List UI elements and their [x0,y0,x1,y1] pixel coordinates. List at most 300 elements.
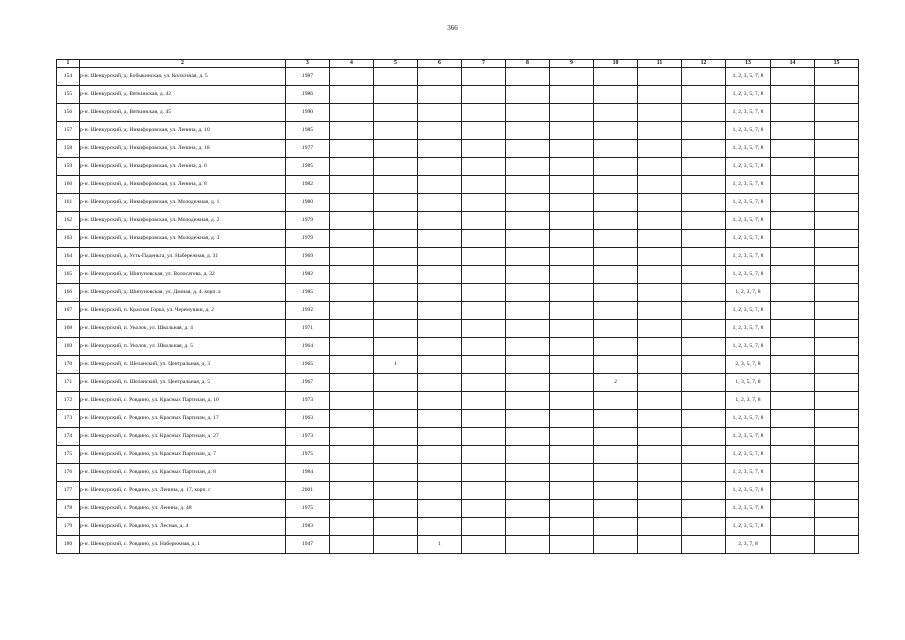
address-cell: р-н. Шенкурский, д. Усть-Паденьга, ул. Набережная, д. 31 [80,248,286,266]
address-cell: р-н. Шенкурский, с. Ровдино, ул. Набережная, д. 1 [80,536,286,554]
col-15-cell [815,86,859,104]
row-number: 154 [57,68,80,86]
address-cell: р-н. Шенкурский, с. Ровдино, ул. Ленина, д. 48 [80,500,286,518]
col-4-cell [330,338,374,356]
col-6-cell [418,320,462,338]
column-header-14: 14 [771,60,815,68]
table-row [57,500,859,518]
row-number: 158 [57,140,80,158]
year-cell: 1963 [286,410,330,428]
address-cell: р-н. Шенкурский, с. Ровдино, ул. Красных Партизан, д. 10 [80,392,286,410]
col-4-cell [330,302,374,320]
col-8-cell [506,86,550,104]
year-cell: 1983 [286,518,330,536]
col-11-cell [638,158,682,176]
col-10-cell [594,392,638,410]
row-number: 179 [57,518,80,536]
col-4-cell [330,86,374,104]
criteria-codes-cell: 1, 2, 3, 5, 7, 8 [726,140,771,158]
col-15-cell [815,104,859,122]
col-7-cell [462,464,506,482]
col-9-cell [550,320,594,338]
row-number: 164 [57,248,80,266]
col-7-cell [462,266,506,284]
table-row [57,356,859,374]
row-number: 169 [57,338,80,356]
row-number: 166 [57,284,80,302]
table-row [57,428,859,446]
col-8-cell [506,320,550,338]
col-14-cell [771,158,815,176]
col-4-cell [330,356,374,374]
table-row [57,104,859,122]
row-number: 173 [57,410,80,428]
col-14-cell [771,392,815,410]
col-5-cell [374,392,418,410]
col-7-cell [462,284,506,302]
col-12-cell [682,230,726,248]
col-5-cell [374,284,418,302]
col-14-cell [771,284,815,302]
col-11-cell [638,104,682,122]
table-row [57,158,859,176]
col-9-cell [550,302,594,320]
row-number: 163 [57,230,80,248]
col-6-cell [418,194,462,212]
col-9-cell [550,176,594,194]
col-4-cell [330,284,374,302]
col-4-cell [330,68,374,86]
criteria-codes-cell: 1, 2, 3, 5, 7, 8 [726,104,771,122]
col-12-cell [682,266,726,284]
col-11-cell [638,374,682,392]
col-15-cell [815,158,859,176]
col-14-cell [771,374,815,392]
column-header-9: 9 [550,60,594,68]
col-4-cell [330,392,374,410]
col-4-cell [330,230,374,248]
col-7-cell [462,536,506,554]
col-7-cell [462,446,506,464]
criteria-codes-cell: 1, 2, 3, 5, 7, 8 [726,482,771,500]
col-10-cell [594,518,638,536]
year-cell: 1975 [286,446,330,464]
year-cell: 1985 [286,122,330,140]
col-11-cell [638,536,682,554]
col-6-cell [418,230,462,248]
year-cell: 2001 [286,482,330,500]
address-cell: р-н. Шенкурский, д. Шипуновская, ул. Дачная, д. 4, корп. а [80,284,286,302]
col-15-cell [815,446,859,464]
address-cell: р-н. Шенкурский, д. Никифоровская, ул. Молодежная, д. 3 [80,230,286,248]
col-15-cell [815,428,859,446]
col-7-cell [462,158,506,176]
col-8-cell [506,194,550,212]
col-14-cell [771,536,815,554]
col-4-cell [330,410,374,428]
col-10-cell [594,320,638,338]
col-5-cell [374,68,418,86]
col-10-cell [594,248,638,266]
col-11-cell [638,518,682,536]
col-5-cell [374,446,418,464]
col-6-cell [418,374,462,392]
column-header-15: 15 [815,60,859,68]
col-10-cell [594,158,638,176]
col-10-cell: 2 [594,374,638,392]
col-14-cell [771,194,815,212]
col-14-cell [771,122,815,140]
criteria-codes-cell: 1, 2, 3, 5, 7, 8 [726,68,771,86]
row-number: 165 [57,266,80,284]
col-7-cell [462,212,506,230]
col-8-cell [506,410,550,428]
year-cell: 1947 [286,536,330,554]
col-7-cell [462,392,506,410]
col-10-cell [594,500,638,518]
col-5-cell [374,518,418,536]
col-8-cell [506,482,550,500]
col-14-cell [771,482,815,500]
year-cell: 1975 [286,500,330,518]
col-7-cell [462,140,506,158]
col-4-cell [330,266,374,284]
col-7-cell [462,374,506,392]
col-9-cell [550,104,594,122]
col-9-cell [550,500,594,518]
column-header-11: 11 [638,60,682,68]
col-14-cell [771,338,815,356]
criteria-codes-cell: 1, 2, 3, 5, 7, 8 [726,122,771,140]
table-row [57,212,859,230]
col-5-cell [374,194,418,212]
col-14-cell [771,176,815,194]
year-cell: 1979 [286,212,330,230]
col-6-cell [418,446,462,464]
address-cell: р-н. Шенкурский, с. Ровдино, ул. Лесная, д. 4 [80,518,286,536]
address-cell: р-н. Шенкурский, д. Вяткинская, д. 45 [80,104,286,122]
col-7-cell [462,356,506,374]
col-8-cell [506,338,550,356]
col-6-cell [418,500,462,518]
row-number: 176 [57,464,80,482]
criteria-codes-cell: 1, 2, 3, 5, 7, 8 [726,518,771,536]
col-12-cell [682,320,726,338]
col-5-cell [374,374,418,392]
col-15-cell [815,248,859,266]
col-5-cell [374,158,418,176]
col-12-cell [682,464,726,482]
col-11-cell [638,320,682,338]
col-11-cell [638,482,682,500]
col-14-cell [771,428,815,446]
column-header-10: 10 [594,60,638,68]
col-5-cell [374,500,418,518]
col-9-cell [550,158,594,176]
address-cell: р-н. Шенкурский, д. Вяткинская, д. 42 [80,86,286,104]
col-10-cell [594,68,638,86]
col-8-cell [506,122,550,140]
col-5-cell [374,464,418,482]
year-cell: 1985 [286,158,330,176]
col-10-cell [594,446,638,464]
address-cell: р-н. Шенкурский, д. Никифоровская, ул. Ленина, д. 6 [80,158,286,176]
year-cell: 1969 [286,248,330,266]
col-11-cell [638,248,682,266]
col-4-cell [330,464,374,482]
col-14-cell [771,356,815,374]
table-row [57,248,859,266]
table-row [57,320,859,338]
col-4-cell [330,374,374,392]
col-12-cell [682,104,726,122]
col-5-cell [374,266,418,284]
col-14-cell [771,518,815,536]
row-number: 172 [57,392,80,410]
col-4-cell [330,158,374,176]
col-8-cell [506,68,550,86]
col-5-cell [374,140,418,158]
col-12-cell [682,302,726,320]
col-6-cell [418,266,462,284]
col-14-cell [771,320,815,338]
col-12-cell [682,428,726,446]
col-15-cell [815,536,859,554]
table-row [57,140,859,158]
address-cell: р-н. Шенкурский, с. Ровдино, ул. Красных Партизан, д. 7 [80,446,286,464]
col-7-cell [462,176,506,194]
col-9-cell [550,86,594,104]
col-6-cell [418,86,462,104]
col-8-cell [506,176,550,194]
year-cell: 1971 [286,320,330,338]
col-4-cell [330,248,374,266]
col-8-cell [506,446,550,464]
header-row [57,60,859,68]
col-9-cell [550,338,594,356]
col-11-cell [638,500,682,518]
col-12-cell [682,86,726,104]
year-cell: 1973 [286,392,330,410]
col-5-cell [374,482,418,500]
table-row [57,464,859,482]
row-number: 160 [57,176,80,194]
col-6-cell [418,176,462,194]
col-11-cell [638,68,682,86]
col-6-cell [418,212,462,230]
col-12-cell [682,356,726,374]
col-6-cell [418,518,462,536]
col-12-cell [682,176,726,194]
col-9-cell [550,482,594,500]
col-9-cell [550,392,594,410]
col-9-cell [550,356,594,374]
col-15-cell [815,464,859,482]
col-12-cell [682,158,726,176]
col-11-cell [638,140,682,158]
col-6-cell [418,158,462,176]
year-cell: 1965 [286,356,330,374]
year-cell: 1987 [286,68,330,86]
col-4-cell [330,536,374,554]
col-7-cell [462,194,506,212]
col-6-cell [418,248,462,266]
col-15-cell [815,338,859,356]
col-14-cell [771,86,815,104]
col-15-cell [815,356,859,374]
col-14-cell [771,302,815,320]
address-cell: р-н. Шенкурский, с. Ровдино, ул. Красных Партизан, д. 8 [80,464,286,482]
criteria-codes-cell: 1, 2, 3, 7, 8 [726,392,771,410]
col-15-cell [815,266,859,284]
col-10-cell [594,194,638,212]
col-8-cell [506,266,550,284]
address-cell: р-н. Шенкурский, с. Ровдино, ул. Ленина, д. 17, корп. г [80,482,286,500]
column-header-13: 13 [726,60,771,68]
col-5-cell [374,176,418,194]
criteria-codes-cell: 1, 2, 3, 5, 7, 8 [726,212,771,230]
col-7-cell [462,302,506,320]
col-15-cell [815,230,859,248]
address-cell: р-н. Шенкурский, д. Шипуновская, ул. Волосатова, д. 32 [80,266,286,284]
address-cell: р-н. Шенкурский, д. Никифоровская, ул. Ленина, д. 8 [80,176,286,194]
col-14-cell [771,410,815,428]
col-9-cell [550,446,594,464]
column-header-6: 6 [418,60,462,68]
criteria-codes-cell: 2, 3, 5, 7, 8 [726,356,771,374]
col-8-cell [506,464,550,482]
col-14-cell [771,212,815,230]
col-9-cell [550,284,594,302]
col-8-cell [506,248,550,266]
col-4-cell [330,518,374,536]
year-cell: 1992 [286,302,330,320]
page-number: 366 [447,24,458,32]
criteria-codes-cell: 1, 2, 3, 5, 7, 8 [726,194,771,212]
row-number: 171 [57,374,80,392]
col-6-cell [418,392,462,410]
col-15-cell [815,392,859,410]
year-cell: 1984 [286,464,330,482]
row-number: 175 [57,446,80,464]
column-header-5: 5 [374,60,418,68]
col-6-cell [418,356,462,374]
table-row [57,176,859,194]
table-row [57,230,859,248]
col-12-cell [682,518,726,536]
address-cell: р-н. Шенкурский, д. Никифоровская, ул. Ленина, д. 18 [80,140,286,158]
col-15-cell [815,122,859,140]
row-number: 156 [57,104,80,122]
row-number: 167 [57,302,80,320]
col-10-cell [594,176,638,194]
col-4-cell [330,482,374,500]
col-4-cell [330,194,374,212]
year-cell: 1985 [286,284,330,302]
col-5-cell [374,248,418,266]
criteria-codes-cell: 1, 2, 3, 5, 7, 8 [726,158,771,176]
row-number: 174 [57,428,80,446]
col-6-cell [418,122,462,140]
col-6-cell [418,338,462,356]
col-15-cell [815,176,859,194]
table-row [57,284,859,302]
col-6-cell [418,104,462,122]
col-12-cell [682,374,726,392]
col-5-cell [374,338,418,356]
criteria-codes-cell: 1, 2, 3, 5, 7, 8 [726,338,771,356]
col-8-cell [506,536,550,554]
col-4-cell [330,320,374,338]
col-11-cell [638,212,682,230]
col-4-cell [330,428,374,446]
col-5-cell [374,230,418,248]
col-10-cell [594,140,638,158]
col-10-cell [594,302,638,320]
col-9-cell [550,212,594,230]
criteria-codes-cell: 1, 2, 3, 7, 8 [726,284,771,302]
col-9-cell [550,266,594,284]
col-9-cell [550,374,594,392]
table-row [57,68,859,86]
column-header-8: 8 [506,60,550,68]
col-5-cell [374,104,418,122]
col-9-cell [550,518,594,536]
col-7-cell [462,518,506,536]
address-cell: р-н. Шенкурский, п. Уколок, ул. Школьная, д. 5 [80,338,286,356]
col-5-cell [374,86,418,104]
criteria-codes-cell: 1, 3, 5, 7, 8 [726,374,771,392]
year-cell: 1980 [286,194,330,212]
col-11-cell [638,392,682,410]
row-number: 159 [57,158,80,176]
col-14-cell [771,230,815,248]
table-row [57,482,859,500]
col-6-cell [418,410,462,428]
col-5-cell [374,428,418,446]
registry-table [56,59,859,554]
table-row [57,86,859,104]
address-cell: р-н. Шенкурский, с. Ровдино, ул. Красных Партизан, д. 17 [80,410,286,428]
criteria-codes-cell: 1, 2, 3, 5, 7, 8 [726,320,771,338]
year-cell: 1990 [286,104,330,122]
col-11-cell [638,122,682,140]
col-4-cell [330,176,374,194]
col-10-cell [594,338,638,356]
col-12-cell [682,446,726,464]
table-row [57,194,859,212]
col-12-cell [682,392,726,410]
col-14-cell [771,266,815,284]
year-cell: 1982 [286,176,330,194]
col-14-cell [771,248,815,266]
criteria-codes-cell: 1, 2, 3, 5, 7, 8 [726,500,771,518]
col-15-cell [815,212,859,230]
col-4-cell [330,212,374,230]
row-number: 155 [57,86,80,104]
col-12-cell [682,410,726,428]
col-8-cell [506,230,550,248]
col-9-cell [550,428,594,446]
col-12-cell [682,536,726,554]
criteria-codes-cell: 1, 2, 3, 5, 7, 8 [726,86,771,104]
col-10-cell [594,86,638,104]
col-15-cell [815,410,859,428]
col-15-cell [815,68,859,86]
col-15-cell [815,302,859,320]
col-11-cell [638,266,682,284]
row-number: 177 [57,482,80,500]
